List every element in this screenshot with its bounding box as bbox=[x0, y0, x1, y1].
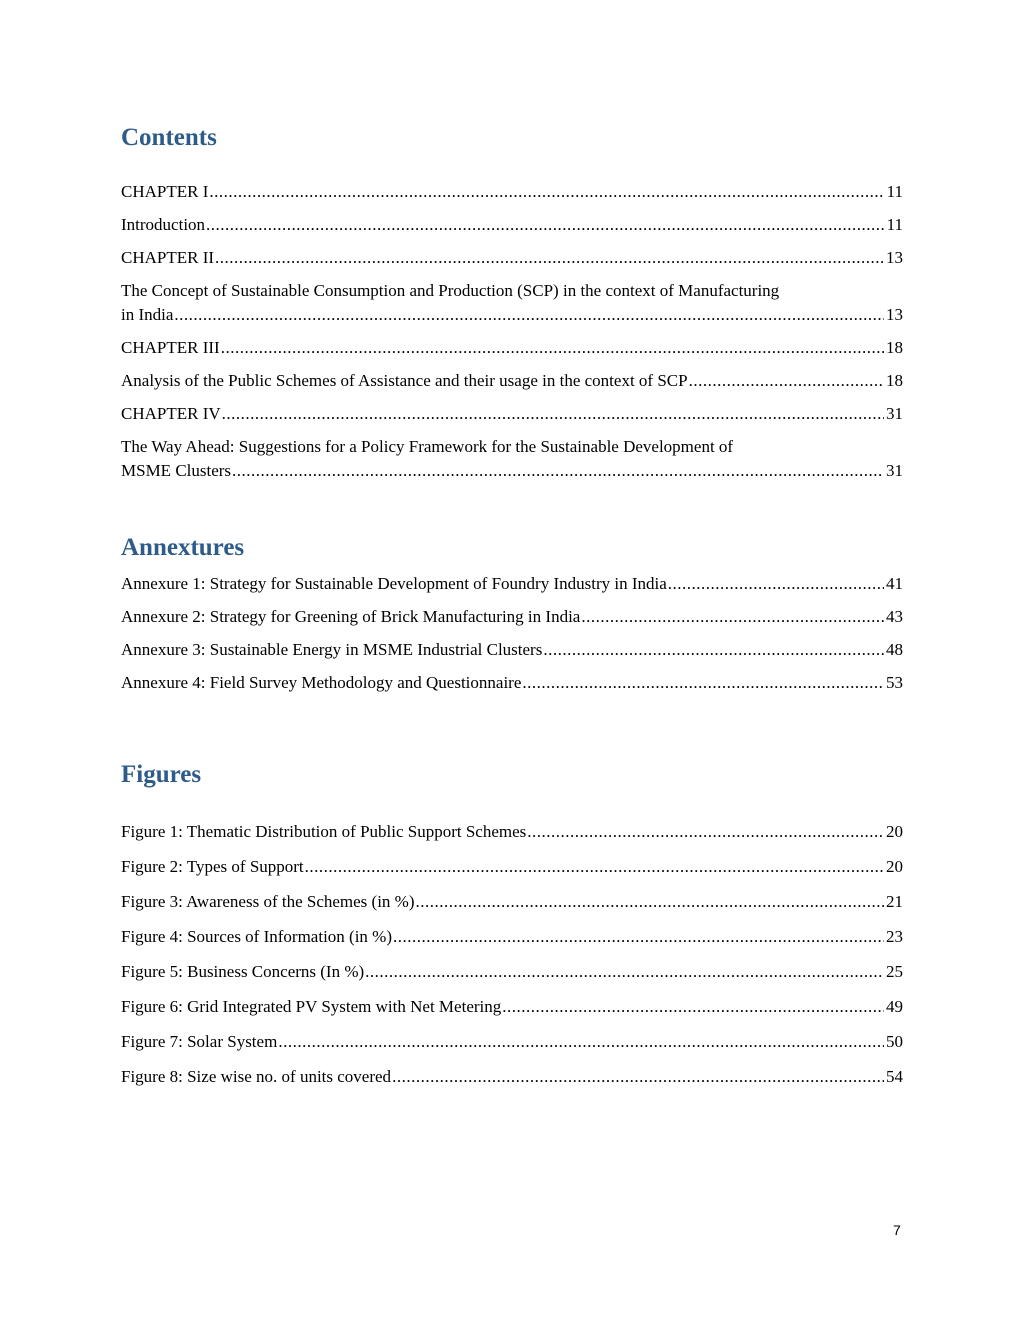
figure-entry-page: 20 bbox=[886, 857, 903, 876]
toc-entry-page: 13 bbox=[886, 305, 903, 324]
annextures-list bbox=[121, 572, 903, 695]
toc-entry-chapter-1[interactable] bbox=[121, 180, 903, 204]
dot-leader bbox=[278, 1030, 884, 1054]
toc-entry-page: 13 bbox=[886, 248, 903, 267]
figure-entry-label: Figure 4: Sources of Information (in %) bbox=[121, 927, 392, 946]
figure-entry-page: 25 bbox=[886, 962, 903, 981]
figure-entry-page: 20 bbox=[886, 822, 903, 841]
toc-entry-label-line2: in India bbox=[121, 305, 174, 324]
dot-leader bbox=[502, 995, 884, 1019]
figure-entry-4[interactable] bbox=[121, 925, 903, 949]
annexure-entry-3[interactable] bbox=[121, 638, 903, 662]
page-number: 7 bbox=[893, 1222, 901, 1238]
dot-leader bbox=[215, 246, 884, 270]
toc-entry-page: 11 bbox=[886, 182, 903, 201]
toc-entry-page: 11 bbox=[886, 215, 903, 234]
dot-leader bbox=[365, 960, 884, 984]
toc-entry-label-line1: The Way Ahead: Suggestions for a Policy Framework for the Sustainable Development of bbox=[121, 437, 734, 456]
contents-list bbox=[121, 180, 903, 483]
dot-leader bbox=[522, 671, 884, 695]
toc-entry-label: CHAPTER I bbox=[121, 182, 209, 201]
toc-entry-page: 31 bbox=[886, 404, 903, 423]
dot-leader bbox=[232, 459, 884, 483]
toc-entry-label: CHAPTER IV bbox=[121, 404, 221, 423]
toc-entry-label: Analysis of the Public Schemes of Assistance and their usage in the context of SCP bbox=[121, 371, 688, 390]
figures-heading: Figures bbox=[121, 761, 202, 788]
dot-leader bbox=[543, 638, 884, 662]
dot-leader bbox=[174, 303, 884, 327]
dot-leader bbox=[668, 572, 884, 596]
figure-entry-page: 54 bbox=[886, 1067, 903, 1086]
figure-entry-3[interactable] bbox=[121, 890, 903, 914]
annexure-entry-4[interactable] bbox=[121, 671, 903, 695]
figure-entry-page: 21 bbox=[886, 892, 903, 911]
figure-entry-6[interactable] bbox=[121, 995, 903, 1019]
annexure-entry-label: Annexure 2: Strategy for Greening of Brick Manufacturing in India bbox=[121, 607, 581, 626]
annexure-entry-page: 43 bbox=[886, 607, 903, 626]
toc-entry-label-line2: MSME Clusters bbox=[121, 461, 232, 480]
annexure-entry-label: Annexure 3: Sustainable Energy in MSME Industrial Clusters bbox=[121, 640, 543, 659]
figure-entry-label: Figure 6: Grid Integrated PV System with Net Metering bbox=[121, 997, 502, 1016]
annexure-entry-1[interactable] bbox=[121, 572, 903, 596]
annexure-entry-page: 48 bbox=[886, 640, 903, 659]
annexure-entry-2[interactable] bbox=[121, 605, 903, 629]
figure-entry-page: 23 bbox=[886, 927, 903, 946]
toc-entry-label: Introduction bbox=[121, 215, 206, 234]
dot-leader bbox=[581, 605, 884, 629]
dot-leader bbox=[527, 820, 884, 844]
figure-entry-label: Figure 3: Awareness of the Schemes (in %) bbox=[121, 892, 415, 911]
figure-entry-page: 49 bbox=[886, 997, 903, 1016]
dot-leader bbox=[209, 180, 884, 204]
dot-leader bbox=[689, 369, 884, 393]
annexure-entry-page: 41 bbox=[886, 574, 903, 593]
toc-entry-label: CHAPTER III bbox=[121, 338, 220, 357]
figure-entry-label: Figure 7: Solar System bbox=[121, 1032, 278, 1051]
figure-entry-label: Figure 8: Size wise no. of units covered bbox=[121, 1067, 392, 1086]
toc-entry-label-line1: The Concept of Sustainable Consumption and Production (SCP) in the context of Manufacturing bbox=[121, 281, 780, 300]
toc-entry-way-ahead[interactable] bbox=[121, 435, 903, 483]
figures-list bbox=[121, 820, 903, 1089]
figure-entry-1[interactable] bbox=[121, 820, 903, 844]
toc-entry-chapter-4[interactable] bbox=[121, 402, 903, 426]
figure-entry-8[interactable] bbox=[121, 1065, 903, 1089]
annexure-entry-page: 53 bbox=[886, 673, 903, 692]
dot-leader bbox=[392, 1065, 884, 1089]
figure-entry-2[interactable] bbox=[121, 855, 903, 879]
annexure-entry-label: Annexure 1: Strategy for Sustainable Development of Foundry Industry in India bbox=[121, 574, 667, 593]
annexure-entry-label: Annexure 4: Field Survey Methodology and Questionnaire bbox=[121, 673, 522, 692]
dot-leader bbox=[222, 402, 884, 426]
toc-entry-introduction[interactable] bbox=[121, 213, 903, 237]
dot-leader bbox=[416, 890, 884, 914]
toc-entry-chapter-2[interactable] bbox=[121, 246, 903, 270]
figure-entry-label: Figure 1: Thematic Distribution of Public Support Schemes bbox=[121, 822, 527, 841]
figure-entry-7[interactable] bbox=[121, 1030, 903, 1054]
toc-entry-page: 18 bbox=[886, 338, 903, 357]
dot-leader bbox=[221, 336, 884, 360]
toc-entry-label: CHAPTER II bbox=[121, 248, 215, 267]
figure-entry-label: Figure 5: Business Concerns (In %) bbox=[121, 962, 365, 981]
dot-leader bbox=[305, 855, 884, 879]
toc-entry-page: 31 bbox=[886, 461, 903, 480]
contents-heading: Contents bbox=[121, 124, 217, 151]
toc-entry-scp-concept[interactable] bbox=[121, 279, 903, 327]
toc-entry-chapter-3[interactable] bbox=[121, 336, 903, 360]
toc-entry-page: 18 bbox=[886, 371, 903, 390]
figure-entry-label: Figure 2: Types of Support bbox=[121, 857, 304, 876]
toc-entry-public-schemes[interactable] bbox=[121, 369, 903, 393]
dot-leader bbox=[393, 925, 884, 949]
figure-entry-5[interactable] bbox=[121, 960, 903, 984]
figure-entry-page: 50 bbox=[886, 1032, 903, 1051]
dot-leader bbox=[206, 213, 885, 237]
annextures-heading: Annextures bbox=[121, 534, 245, 561]
